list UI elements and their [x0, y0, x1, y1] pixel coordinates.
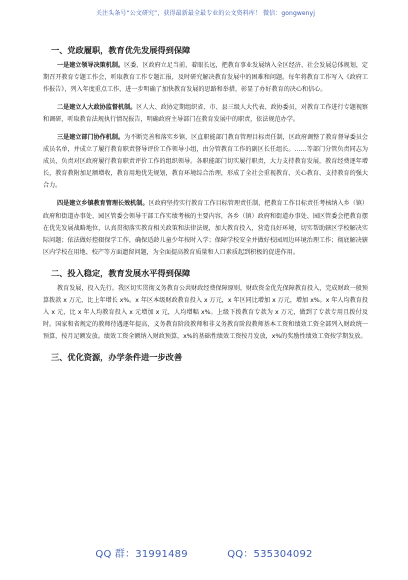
paragraph-lead: 二是建立人大政协监督机制。	[57, 104, 137, 112]
paragraph	[43, 198, 368, 258]
paragraph-lead: 四是建立乡镇教育管理长效机制。	[57, 200, 149, 208]
qq-text: QQ：535304092	[227, 549, 313, 560]
paragraph-text: 区委、区政府立足当前，着眼长远，把教育事业发展纳入全区经济、社会发展总体规划，定期召开教育专题工作会，听取教育工作专题汇报，及时研究解决教育发展中的困难和问题。每年将教育工作写入《政府工作报告》，列入年度重点工作，进一步明确了加快教育发展的思路和举措，彰显了办好教育的决心和信心。	[43, 62, 369, 94]
section-title: 三、优化资源，办学条件进一步改善	[51, 351, 183, 362]
paragraph	[43, 102, 368, 126]
paragraph	[43, 60, 368, 96]
section-3	[43, 351, 368, 363]
section-1	[43, 44, 368, 259]
section-title: 一、党政履职，教育优先发展得到保障	[51, 45, 191, 55]
paragraph-lead: 三是建立部门协作机制。	[57, 134, 125, 142]
paragraph-lead: 一是建立领导决策机制。	[57, 62, 125, 69]
qq-group-text: QQ 群：31991489	[95, 549, 188, 560]
section-2	[43, 267, 368, 343]
footer-contact	[0, 545, 408, 560]
paragraph	[43, 132, 368, 192]
paragraph-text: 区政府坚持实行教育工作目标管理责任制，把教育工作目标责任考核纳入乡（镇）政府和街道办事处、园区管委会领导干部工作实绩考核的主要内容，各乡（镇）政府和街道办事处、园区管委会把教育摆在优先发展战略地位，认真贯彻落实教育相关政策和法律法规，加大教育投入，营造良好环境，切实帮助辖区学校解决实际问题；依法做好控辍保学工作，确保适龄儿童少年按时入学；保障学校安全并做好校园周边环境治理工作；彻底解决辖区内学校在用地、校产等方面遗留问题，为全面提高教育质量和人口素质起到积极的促进作用。	[43, 200, 369, 256]
paragraph-text: 区人大、政协定期组织省、市、县三级人大代表、政协委员，对教育工作进行专题视察和调研，听取教育法规执行情况报告，明确政府主导部门在教育发展中的职责，依法规范办学。	[43, 104, 369, 124]
paragraph	[43, 283, 368, 343]
paragraph-text: 教育发展，投入先行。我区切实贯彻义务教育公共财政经费保障原则，财政资金优先保障教育投入，完成财政一般预算拨款 x 万元，比上年增长 x%。x 年区本级财政教育投入 x 万元，x 年区同比增加 x 万元，增加 x%。x 年人均教育投入 x 元，比 x 年人均教育投入 x 元增加 x 元，人均增幅 x%。上级下拨教育专款为 x 万元，做到了专款专用且拨付及时。国家和省规定的教师待遇逐年提高，义务教育阶段教师和非义务教育阶段教师基本工资和绩效工资全部列入财政统一预算，按月足额发放。绩效工资全额纳入财政预算，x%的基础性绩效工资按月发放，x%的奖励性绩效工资按学期发放。	[43, 284, 368, 340]
section-title: 二、投入稳定，教育发展水平得到保障	[51, 267, 191, 278]
paragraph-text: 为不断完善和落实乡镇、区直职能部门教育管理目标责任制，区政府调整了教育督导委员会成员名单，并成立了履行教育职责督导评价工作领导小组，由分管教育工作的副区长任组长。……等部门分管负责同志为成员，负责对区政府履行教育职责评价工作的组织领导。各职能部门切实履行职责，大力支持教育发展，教育经费逐年增长，教育教附加足额增收，教育用地优先规划，教育环境综合治理，形成了全社会重视教育、关心教育、支持教育的强大合力。	[43, 134, 369, 190]
header-banner: 关注头条号“公文研究”，获得最新最全最专业的公文资料库！ 微信：gongwenyj	[96, 10, 315, 17]
